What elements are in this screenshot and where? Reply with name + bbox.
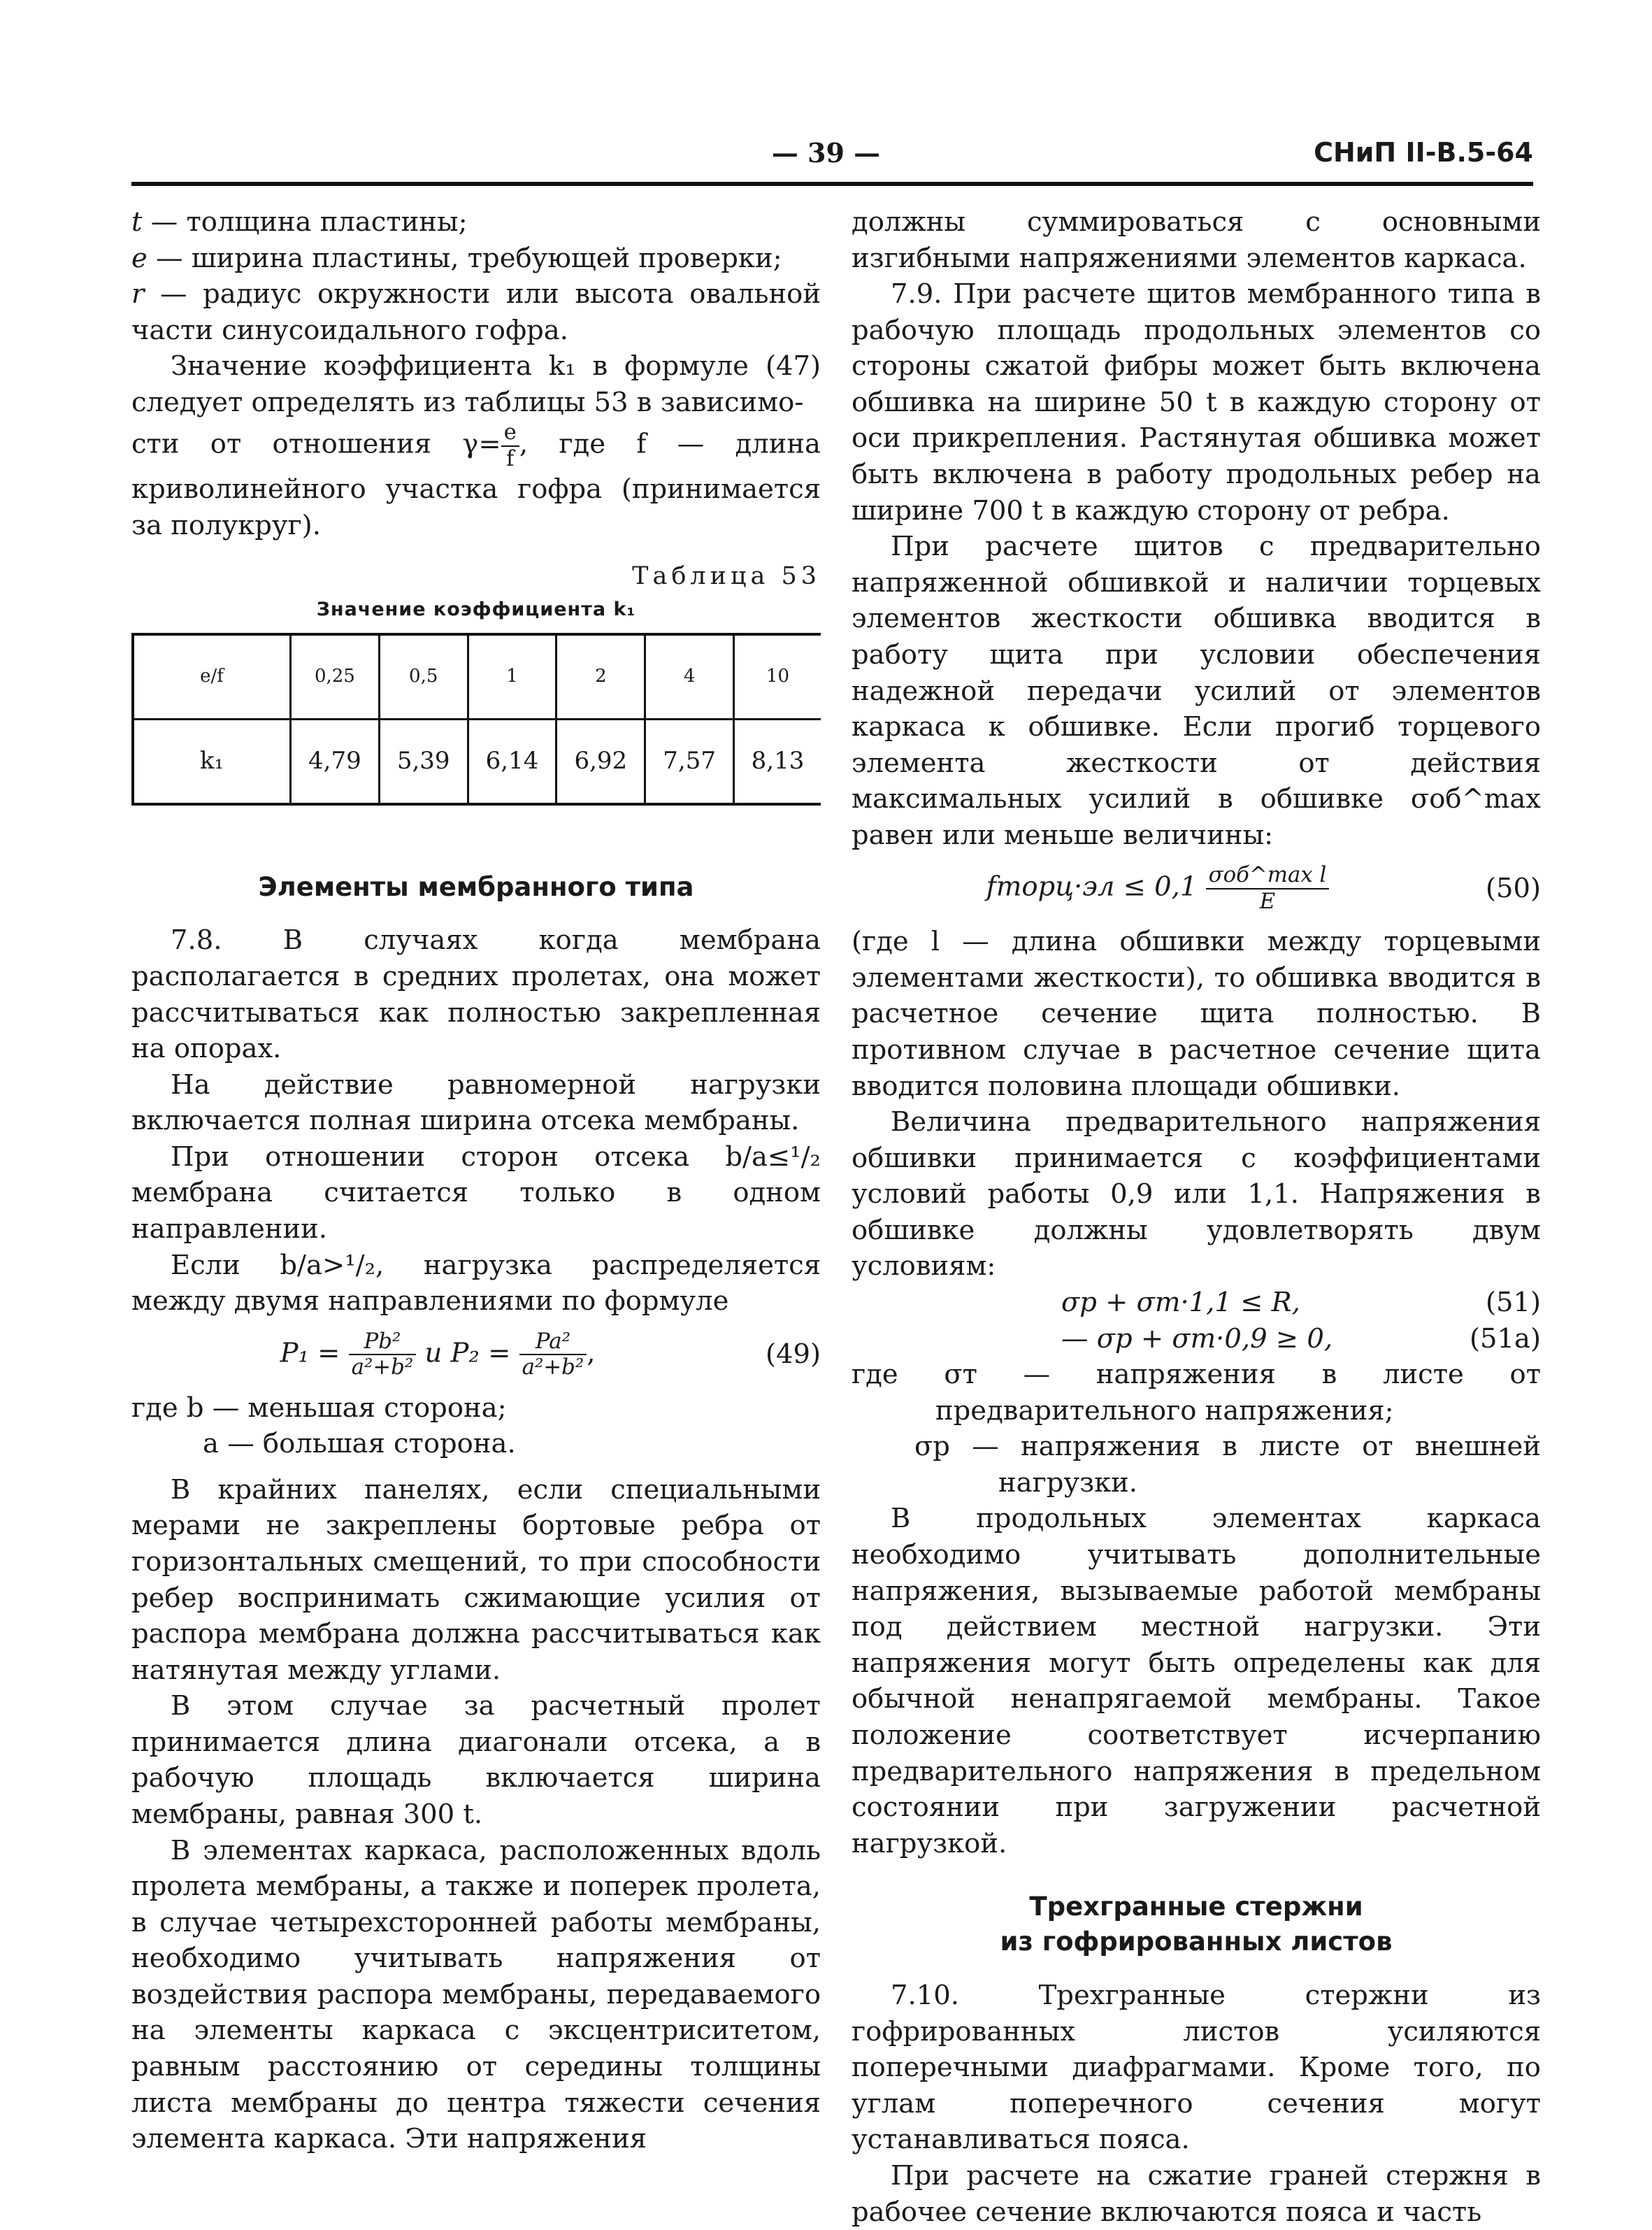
definition-e: e — ширина пластины, требующей проверки; bbox=[131, 242, 782, 274]
where-sigma-t: где σт — напряжения в листе от предварительного напряжения; bbox=[852, 1359, 1541, 1427]
table-title: Значение коэффициента k₁ bbox=[316, 599, 636, 621]
table-cell: 4 bbox=[645, 634, 734, 720]
table-cell: 4,79 bbox=[291, 719, 380, 804]
paragraph: Если b/a>¹/₂, нагрузка распределяется между двумя направлениями по формуле bbox=[131, 1249, 821, 1317]
table-cell: 1 bbox=[468, 634, 556, 720]
section-heading-line1: Трехгранные стержни bbox=[1029, 1892, 1363, 1922]
header-rule bbox=[131, 182, 1533, 186]
document-code: СНиП II-В.5-64 bbox=[1314, 137, 1533, 168]
ratio-fraction: $\frac{e}{f}$ bbox=[501, 420, 519, 471]
paragraph: В продольных элементах каркаса необходимо учитывать дополнительные напряжения, вызываемые работой мембраны под действием местной нагрузки. Эти напряжения могут быть определены как для обычной ненапрягаемой мембраны. Такое положение соответствует исчерпанию предварительного напряжения в предельном состоянии при загружении расчетной нагрузкой. bbox=[852, 1503, 1541, 1859]
table-cell: k₁ bbox=[133, 719, 291, 804]
paragraph-7-10: 7.10. Трехгранные стержни из гофрированных листов усиляются поперечными диафрагмами. Кроме того, по углам поперечного сечения могут устанавливаться пояса. bbox=[852, 1980, 1541, 2156]
paragraph-k1: Значение коэффициента k₁ в формуле (47) следует определять из таблицы 53 в зависимо- bbox=[131, 350, 821, 418]
section-heading: Элементы мембранного типа bbox=[258, 871, 694, 902]
paragraph: При расчете щитов с предварительно напряженной обшивкой и наличии торцевых элементов жесткости обшивка вводится в работу щита при условии обеспечения надежной передачи усилий от элементов каркаса к обшивке. Если прогиб торцевого элемента жесткости от действия максимальных усилий в обшивке σоб^max равен или меньше величины: bbox=[852, 531, 1541, 851]
k1-table bbox=[131, 633, 821, 806]
page-number: — 39 — bbox=[771, 137, 881, 169]
table-cell: 2 bbox=[556, 634, 645, 720]
definition-t: t — толщина пластины; bbox=[131, 206, 468, 238]
paragraph-cont: должны суммироваться с основными изгибными напряжениями элементов каркаса. bbox=[852, 206, 1541, 274]
left-column bbox=[131, 204, 821, 2157]
table-row bbox=[133, 719, 821, 804]
where-b: где b — меньшая сторона; bbox=[131, 1392, 507, 1424]
paragraph: В этом случае за расчетный пролет принимается длина диагонали отсека, а в рабочую площадь включается ширина мембраны, равная 300 t. bbox=[131, 1690, 821, 1830]
table-caption: Таблица 53 bbox=[632, 562, 821, 591]
paragraph: При отношении сторон отсека b/a≤¹/₂ мембрана считается только в одном направлении. bbox=[131, 1141, 821, 1245]
table-cell: 0,5 bbox=[379, 634, 468, 720]
where-sigma-p: σр — напряжения в листе от внешней нагрузки. bbox=[914, 1431, 1541, 1499]
equation-number: (50) bbox=[1485, 873, 1541, 905]
where-a: a — большая сторона. bbox=[203, 1428, 516, 1460]
definition-r: r — радиус окружности или высота овальной части синусоидального гофра. bbox=[131, 278, 821, 346]
paragraph: При расчете на сжатие граней стержня в рабочее сечение включаются пояса и часть bbox=[852, 2160, 1541, 2228]
paragraph: Величина предварительного напряжения обшивки принимается с коэффициентами условий работы 0,9 или 1,1. Напряжения в обшивке должны удовлетворять двум условиям: bbox=[852, 1106, 1541, 1282]
paragraph-k1-cont: сти от отношения γ= $\frac{e}{f}$ , где f — длина криволинейного участка гофра (принимается за полукруг). bbox=[131, 420, 821, 541]
table-cell: 5,39 bbox=[379, 719, 468, 804]
table-cell: 10 bbox=[734, 634, 821, 720]
formula-49: P₁ = $\frac{\text{Pb²}}{\text{a²+b²}}$ и P₂ = $\frac{\text{Pa²}}{\text{a²+b²}}$ , (49) bbox=[280, 1328, 821, 1380]
formula-50: fторц·эл ≤ 0,1 $\frac{\text{σоб\textasciicircum{}max l}}{E}$ (50) bbox=[986, 862, 1541, 914]
section-heading-line2: из гофрированных листов bbox=[1000, 1927, 1393, 1957]
paragraph-7-8: 7.8. В случаях когда мембрана располагается в средних пролетах, она может рассчитываться как полностью закрепленная на опорах. bbox=[131, 924, 821, 1065]
table-cell: 7,57 bbox=[645, 719, 734, 804]
table-cell: 6,92 bbox=[556, 719, 645, 804]
paragraph: На действие равномерной нагрузки включается полная ширина отсека мембраны. bbox=[131, 1068, 821, 1137]
condition-51: σр + σт·1,1 ≤ R, (51) bbox=[1061, 1287, 1541, 1318]
right-column bbox=[852, 204, 1541, 2230]
condition-51a: — σр + σт·0,9 ≥ 0, (51а) bbox=[1061, 1322, 1541, 1355]
table-cell: 0,25 bbox=[291, 634, 380, 720]
paragraph: В элементах каркаса, расположенных вдоль пролета мембраны, а также и поперек пролета, в случае четырехсторонней работы мембраны, необходимо учитывать напряжения от воздействия распора мембраны, передаваемого на элементы каркаса с эксцентриситетом, равным расстоянию от середины толщины листа мембраны до центра тяжести сечения элемента каркаса. Эти напряжения bbox=[131, 1834, 821, 2155]
equation-number: (49) bbox=[765, 1338, 821, 1371]
table-header-row bbox=[133, 634, 821, 720]
table-cell: e/f bbox=[133, 634, 291, 720]
paragraph-7-9: 7.9. При расчете щитов мембранного типа в рабочую площадь продольных элементов со стороны сжатой фибры может быть включена обшивка на ширине 50 t в каждую сторону от оси прикрепления. Растянутая обшивка может быть включена в работу продольных ребер на ширине 700 t в каждую сторону от ребра. bbox=[852, 278, 1541, 527]
table-cell: 8,13 bbox=[734, 719, 821, 804]
paragraph: В крайних панелях, если специальными мерами не закреплены бортовые ребра от горизонтальных смещений, то при способности ребер воспринимать сжимающие усилия от распора мембрана должна рассчитываться как натянутая между углами. bbox=[131, 1473, 821, 1686]
table-cell: 6,14 bbox=[468, 719, 556, 804]
paragraph: (где l — длина обшивки между торцевыми элементами жесткости), то обшивка вводится в расчетное сечение щита полностью. В противном случае в расчетное сечение щита вводится половина площади обшивки. bbox=[852, 926, 1541, 1102]
